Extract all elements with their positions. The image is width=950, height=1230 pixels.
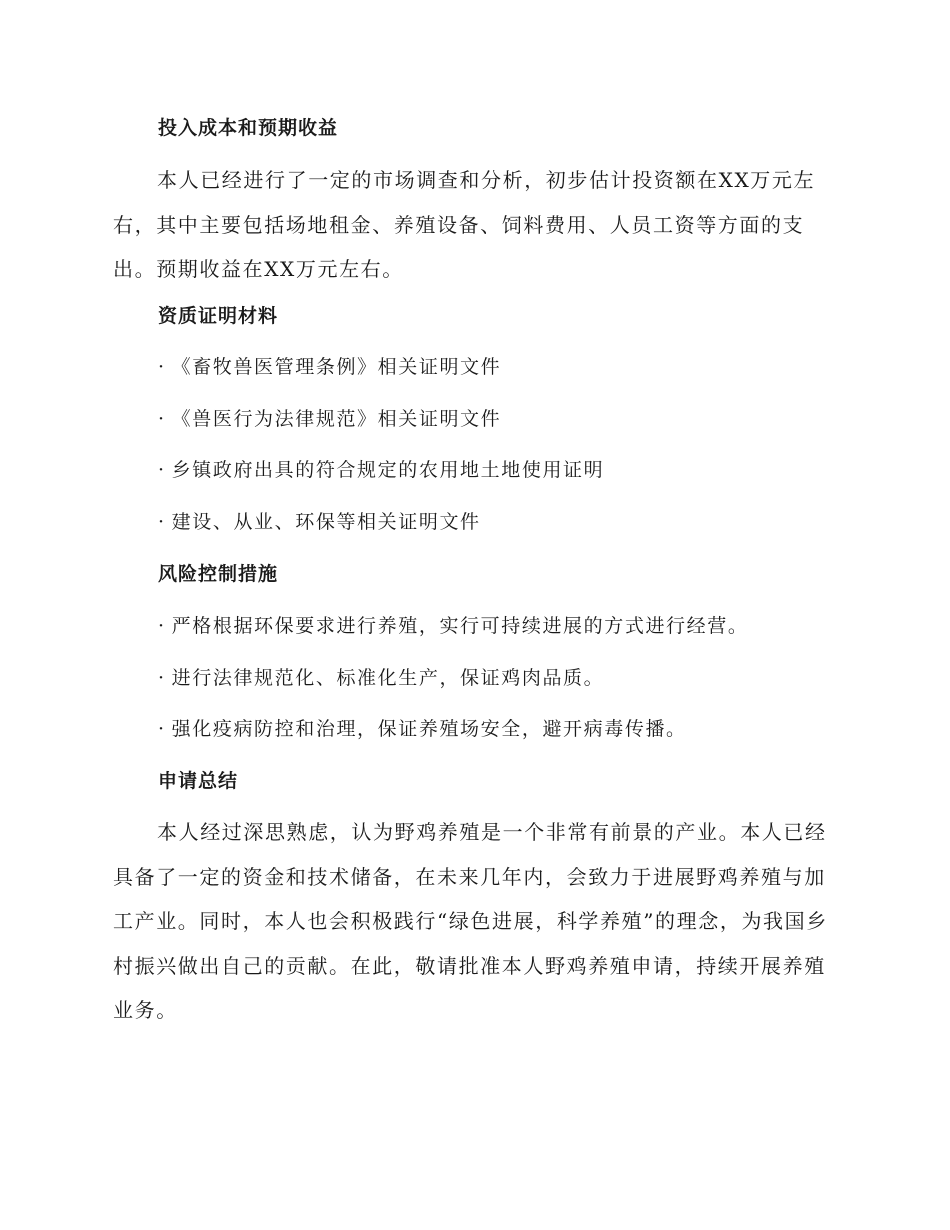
bullet-icon: · xyxy=(158,615,166,637)
list-item xyxy=(158,510,481,534)
list-item xyxy=(158,666,604,690)
list-item xyxy=(158,355,501,379)
bullet-icon: · xyxy=(158,511,166,533)
paragraph-summary: 本人经过深思熟虑，认为野鸡养殖是一个非常有前景的产业。本人已经具备了一定的资金和技术储备，在未来几年内，会致力于进展野鸡养殖与加工产业。同时，本人也会积极践行“绿色进展，科学养殖”的理念，为我国乡村振兴做出自己的贡献。在此，敬请批准本人野鸡养殖申请，持续开展养殖业务。 xyxy=(113,820,828,1022)
list-item-text: 建设、从业、环保等相关证明文件 xyxy=(171,511,481,533)
list-item-text: 进行法律规范化、标准化生产，保证鸡肉品质。 xyxy=(171,667,605,689)
bullet-icon: · xyxy=(158,356,166,378)
paragraph-investment: 本人已经进行了一定的市场调查和分析，初步估计投资额在XX万元左右，其中主要包括场地租金、养殖设备、饲料费用、人员工资等方面的支出。预期收益在XX万元左右。 xyxy=(113,168,816,281)
bullet-icon: · xyxy=(158,667,166,689)
bullet-icon: · xyxy=(158,459,166,481)
section-heading-summary: 申请总结 xyxy=(158,770,239,792)
section-heading-risk: 风险控制措施 xyxy=(158,563,279,585)
list-item-text: 《畜牧兽医管理条例》相关证明文件 xyxy=(171,356,502,378)
list-item xyxy=(158,614,748,638)
list-item-text: 《兽医行为法律规范》相关证明文件 xyxy=(171,408,502,430)
list-item xyxy=(158,717,687,741)
bullet-icon: · xyxy=(158,718,166,740)
list-item-text: 乡镇政府出具的符合规定的农用地土地使用证明 xyxy=(171,459,605,481)
list-item xyxy=(158,407,501,431)
section-heading-qualification: 资质证明材料 xyxy=(158,305,279,327)
list-item-text: 强化疫病防控和治理，保证养殖场安全，避开病毒传播。 xyxy=(171,718,687,740)
bullet-icon: · xyxy=(158,408,166,430)
list-item xyxy=(158,458,604,482)
list-item-text: 严格根据环保要求进行养殖，实行可持续进展的方式进行经营。 xyxy=(171,615,749,637)
section-heading-investment: 投入成本和预期收益 xyxy=(158,117,339,139)
